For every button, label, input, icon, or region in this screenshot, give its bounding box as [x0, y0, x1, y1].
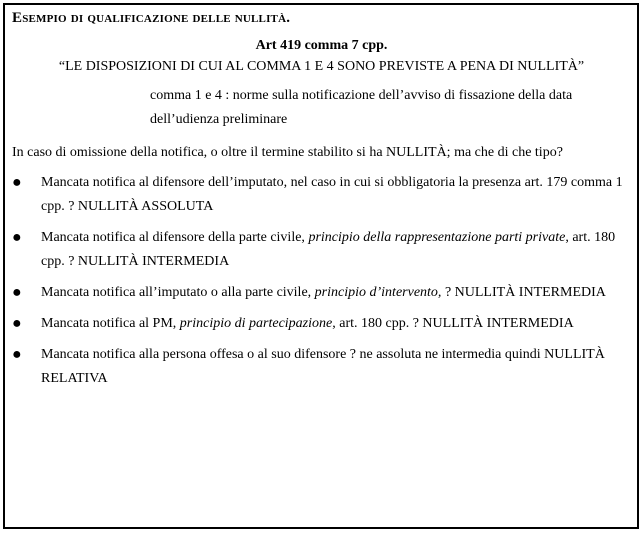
list-item	[12, 312, 631, 336]
article-quote: “LE DISPOSIZIONI DI CUI AL COMMA 1 E 4 SONO PREVISTE A PENA DI NULLITÀ”	[58, 59, 585, 74]
bullet-icon: ●	[12, 229, 22, 246]
bullet-icon: ●	[12, 284, 22, 301]
item-italic: principio della rappresentazione parti private	[308, 230, 566, 245]
item-text-after: ? NULLITÀ INTERMEDIA	[441, 285, 606, 300]
comma-note: comma 1 e 4 : norme sulla notificazione dell’avviso di fissazione della data dell’udienza preliminare	[150, 88, 573, 127]
item-text: Mancata notifica al difensore dell’imputato, nel caso in cui si obbligatoria la presenza art. 179 comma 1 cpp. ? NULLITÀ ASSOLUTA	[41, 175, 623, 214]
document-title: Esempio di qualificazione delle nullità.	[12, 10, 291, 26]
list-item	[12, 343, 631, 391]
question-paragraph: In caso di omissione della notifica, o oltre il termine stabilito si ha NULLITÀ; ma che di che tipo?	[12, 145, 563, 160]
document-content	[12, 5, 631, 398]
cases-list	[12, 171, 631, 391]
item-text: Mancata notifica al difensore della parte civile,	[41, 230, 309, 245]
bullet-icon: ●	[12, 346, 22, 363]
document-frame	[3, 3, 639, 529]
item-italic: principio di partecipazione	[179, 316, 333, 331]
item-italic: principio d’intervento,	[314, 285, 442, 300]
list-item	[12, 226, 631, 274]
item-text: Mancata notifica all’imputato o alla parte civile,	[41, 285, 315, 300]
item-text-after: , art. 180 cpp. ? NULLITÀ INTERMEDIA	[41, 230, 616, 269]
item-text: Mancata notifica al PM,	[41, 316, 180, 331]
item-text-after: , art. 180 cpp. ? NULLITÀ INTERMEDIA	[332, 316, 574, 331]
list-item	[12, 281, 631, 305]
bullet-icon: ●	[12, 315, 22, 332]
bullet-icon: ●	[12, 174, 22, 191]
article-reference: Art 419 comma 7 cpp.	[255, 38, 388, 53]
list-item	[12, 171, 631, 219]
item-text: Mancata notifica alla persona offesa o al suo difensore ? ne assoluta ne intermedia quindi NULLITÀ RELATIVA	[41, 347, 605, 386]
